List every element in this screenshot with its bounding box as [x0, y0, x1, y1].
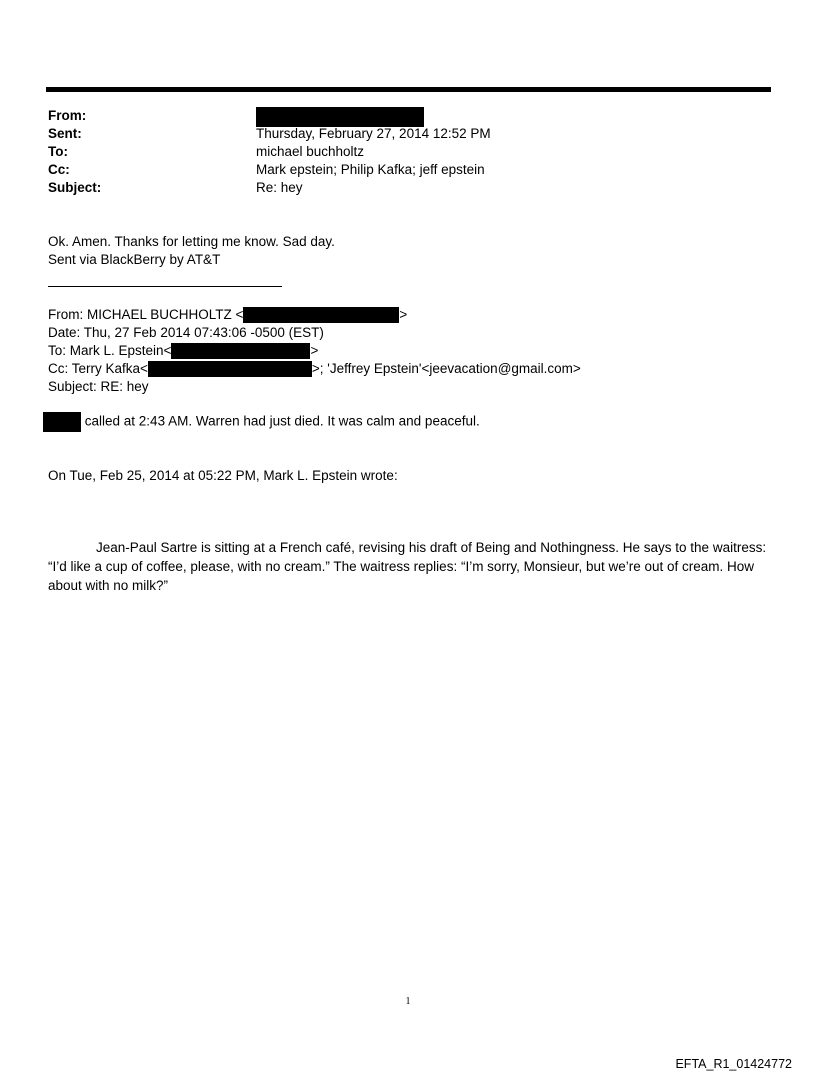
signature-separator — [48, 286, 282, 287]
reply-line-2: Sent via BlackBerry by AT&T — [48, 252, 221, 267]
quoted-from-prefix: From: MICHAEL BUCHHOLTZ < — [48, 307, 244, 322]
quoted-to-line — [48, 342, 318, 360]
redaction-box — [256, 107, 424, 127]
quoted-cc-suffix: >; 'Jeffrey Epstein'<jeevacation@gmail.com> — [311, 361, 581, 376]
redaction-box — [43, 412, 81, 432]
redaction-box — [148, 361, 312, 377]
quoted-to-prefix: To: Mark L. Epstein< — [48, 343, 172, 358]
to-label: To: — [48, 144, 68, 159]
from-label: From: — [48, 108, 87, 123]
cc-value: Mark epstein; Philip Kafka; jeff epstein — [256, 162, 485, 177]
sent-value: Thursday, February 27, 2014 12:52 PM — [256, 126, 491, 141]
quoted-to-suffix: > — [310, 343, 319, 358]
quoted-date-line: Date: Thu, 27 Feb 2014 07:43:06 -0500 (EST) — [48, 325, 324, 340]
page-number: 1 — [405, 996, 411, 1007]
sartre-joke-paragraph: Jean-Paul Sartre is sitting at a French café, revising his draft of Being and Nothingness. He says to the waitress: “I’d like a cup of coffee, please, with no cream.” The waitress replies: “I’m sorry, Monsieur, but we’re out of cream. How about with no milk?” — [48, 540, 767, 593]
quoted-from-line — [48, 306, 407, 324]
to-value: michael buchholtz — [256, 144, 365, 159]
cc-label: Cc: — [48, 162, 70, 177]
from-value — [256, 107, 424, 127]
top-rule — [46, 87, 771, 92]
sent-label: Sent: — [48, 126, 82, 141]
quoted-body-text: called at 2:43 AM. Warren had just died. It was calm and peaceful. — [84, 413, 480, 429]
subject-value: Re: hey — [256, 180, 303, 195]
quoted-from-suffix: > — [399, 307, 408, 322]
redaction-box — [171, 343, 310, 359]
bates-number: EFTA_R1_01424772 — [675, 1057, 792, 1071]
subject-label: Subject: — [48, 180, 102, 195]
redaction-box — [243, 307, 399, 323]
reply-line-1: Ok. Amen. Thanks for letting me know. Sad day. — [48, 234, 335, 249]
quoted-body-line — [43, 412, 480, 432]
quoted-cc-prefix: Cc: Terry Kafka< — [48, 361, 148, 376]
quoted-subject-line: Subject: RE: hey — [48, 379, 149, 394]
quoted-wrote-line: On Tue, Feb 25, 2014 at 05:22 PM, Mark L. Epstein wrote: — [48, 468, 398, 483]
quoted-cc-line — [48, 360, 581, 378]
